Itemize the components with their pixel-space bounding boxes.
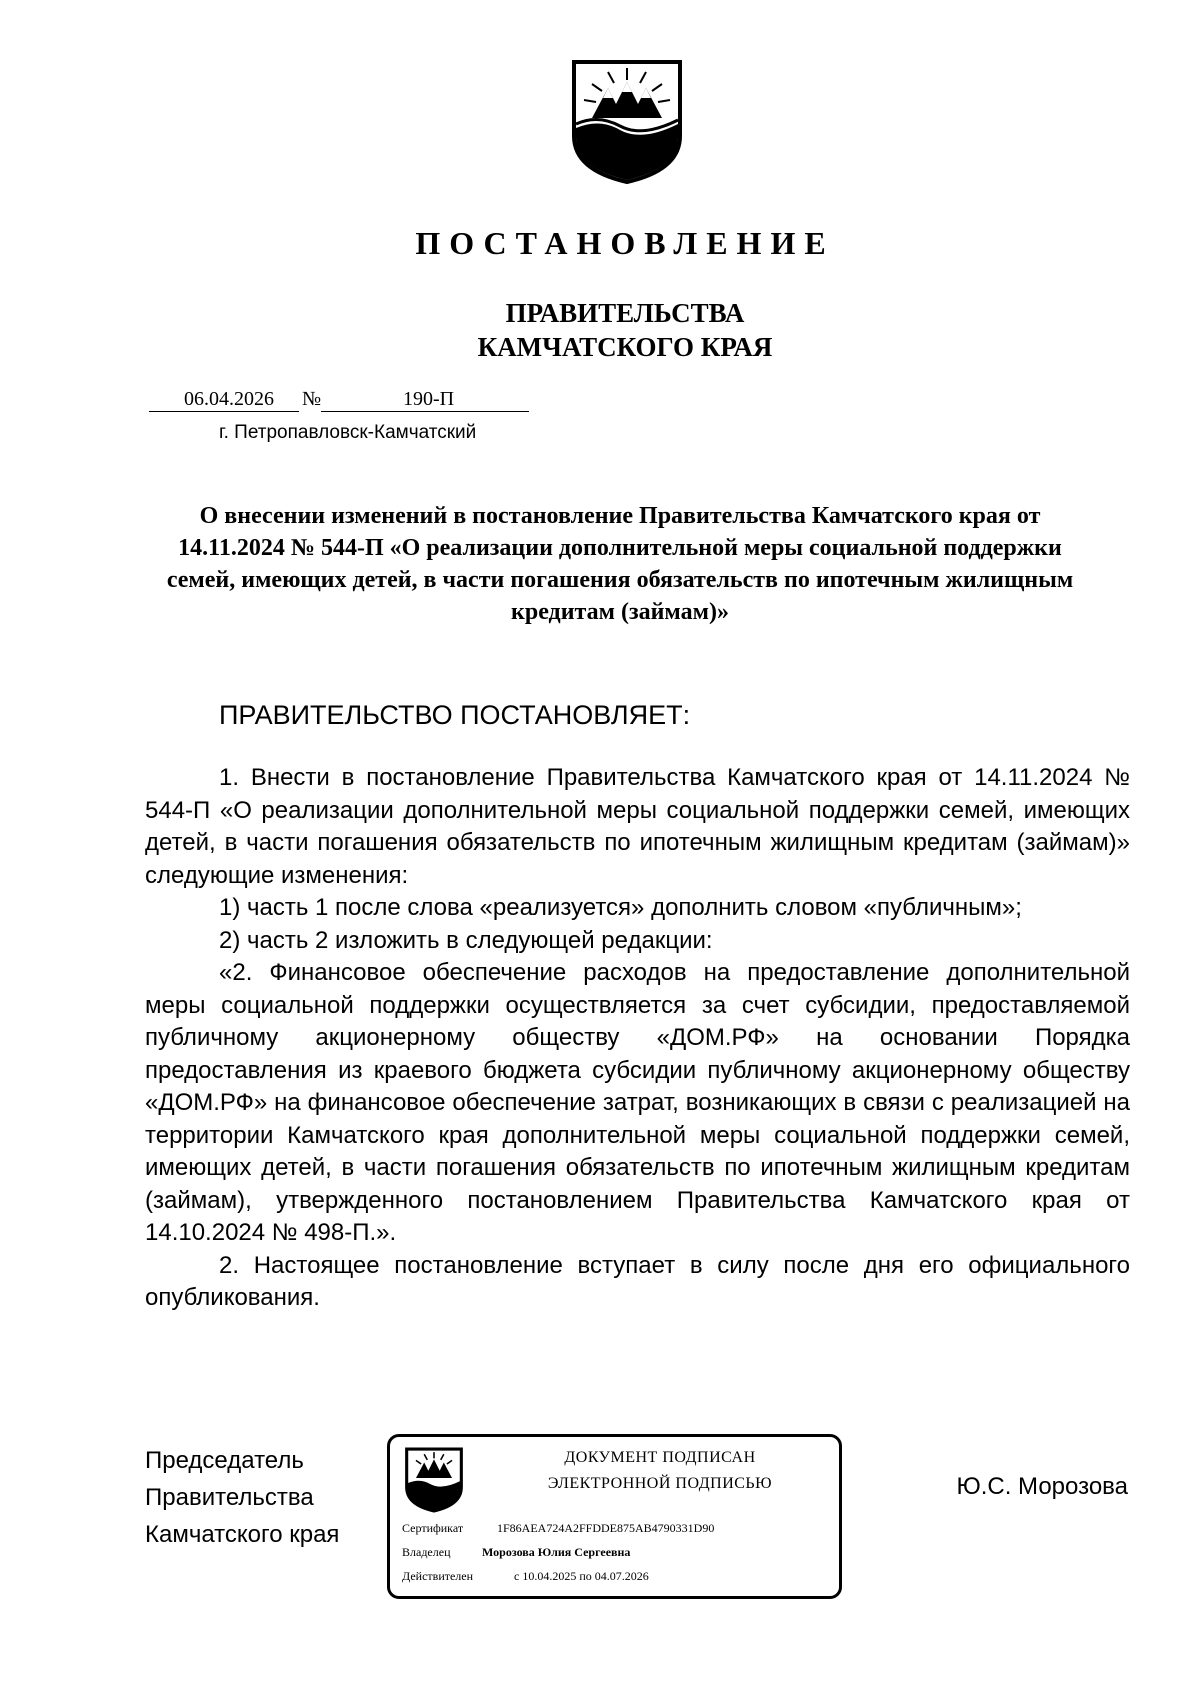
paragraph-quoted-part-2: «2. Финансовое обеспечение расходов на предоставление дополнительной меры социальной поддержки осуществляется за счет субсидии, предоставляемой публичному акционерному обществу «ДОМ.РФ» на основании Порядка предоставления из краевого бюджета субсидии публичному акционерному обществу «ДОМ.РФ» на финансовое обеспечение затрат, возникающих в связи с реализацией на территории Камчатского края дополнительной меры социальной поддержки семей, имеющих детей, в части погашения обязательств по ипотечным жилищным кредитам (займам), утвержденного постановлением Правительства Камчатского края от 14.10.2024 № 498-П.». — [145, 959, 1130, 1246]
stamp-title — [490, 1445, 830, 1497]
signatory-name: Ю.С. Морозова — [956, 1473, 1128, 1500]
number-sign: № — [302, 388, 322, 410]
stamp-owner-row — [402, 1545, 630, 1560]
paragraph-1: 1. Внести в постановление Правительства Камчатского края от 14.11.2024 № 544-П «О реализации дополнительной меры социальной поддержки семей, имеющих детей, в части погашения обязательств по ипотечным жилищным кредитам (займам)» следующие изменения: — [145, 764, 1130, 889]
signatory-position — [145, 1442, 339, 1553]
document-date-number-line — [149, 388, 579, 414]
document-body — [145, 762, 1130, 1315]
electronic-signature-stamp — [387, 1434, 842, 1599]
document-date: 06.04.2026 — [184, 388, 274, 410]
validity-value: с 10.04.2025 по 04.07.2026 — [514, 1569, 649, 1583]
coat-of-arms-icon — [570, 58, 684, 186]
stamp-title-line-1: ДОКУМЕНТ ПОДПИСАН — [564, 1449, 756, 1466]
certificate-value: 1F86AEA724A2FFDDE875AB4790331D90 — [497, 1521, 715, 1535]
paragraph-1-2: 2) часть 2 изложить в следующей редакции: — [219, 926, 713, 954]
paragraph-1-1: 1) часть 1 после слова «реализуется» дополнить словом «публичным»; — [219, 894, 1022, 921]
signatory-position-line-2: Правительства — [145, 1484, 314, 1511]
issuing-authority — [0, 296, 1200, 364]
stamp-title-line-2: ЭЛЕКТРОННОЙ ПОДПИСЬЮ — [547, 1475, 773, 1492]
authority-line-1: ПРАВИТЕЛЬСТВА — [505, 298, 745, 328]
document-city: г. Петропавловск-Камчатский — [219, 422, 477, 443]
document-type-title: ПОСТАНОВЛЕНИЕ — [415, 225, 835, 261]
stamp-coat-of-arms-icon — [404, 1447, 464, 1513]
stamp-validity-row — [402, 1569, 649, 1584]
authority-line-2: КАМЧАТСКОГО КРАЯ — [477, 332, 773, 362]
owner-value: Морозова Юлия Сергеевна — [482, 1545, 631, 1559]
paragraph-2: 2. Настоящее постановление вступает в силу после дня его официального опубликования. — [145, 1251, 1130, 1311]
signatory-position-line-1: Председатель — [145, 1447, 304, 1474]
certificate-label: Сертификат — [402, 1521, 464, 1535]
resolves-heading: ПРАВИТЕЛЬСТВО ПОСТАНОВЛЯЕТ: — [219, 700, 691, 730]
validity-label: Действителен — [402, 1569, 474, 1583]
document-number: 190-П — [403, 388, 455, 410]
document-heading: О внесении изменений в постановление Правительства Камчатского края от 14.11.2024 № 544-П «О реализации дополнительной меры социальной поддержки семей, имеющих детей, в части погашения обязательств по ипотечным жилищным кредитам (займам)» — [166, 503, 1074, 625]
owner-label: Владелец — [402, 1545, 451, 1559]
signatory-position-line-3: Камчатского края — [145, 1521, 340, 1548]
stamp-certificate-row — [402, 1521, 714, 1536]
